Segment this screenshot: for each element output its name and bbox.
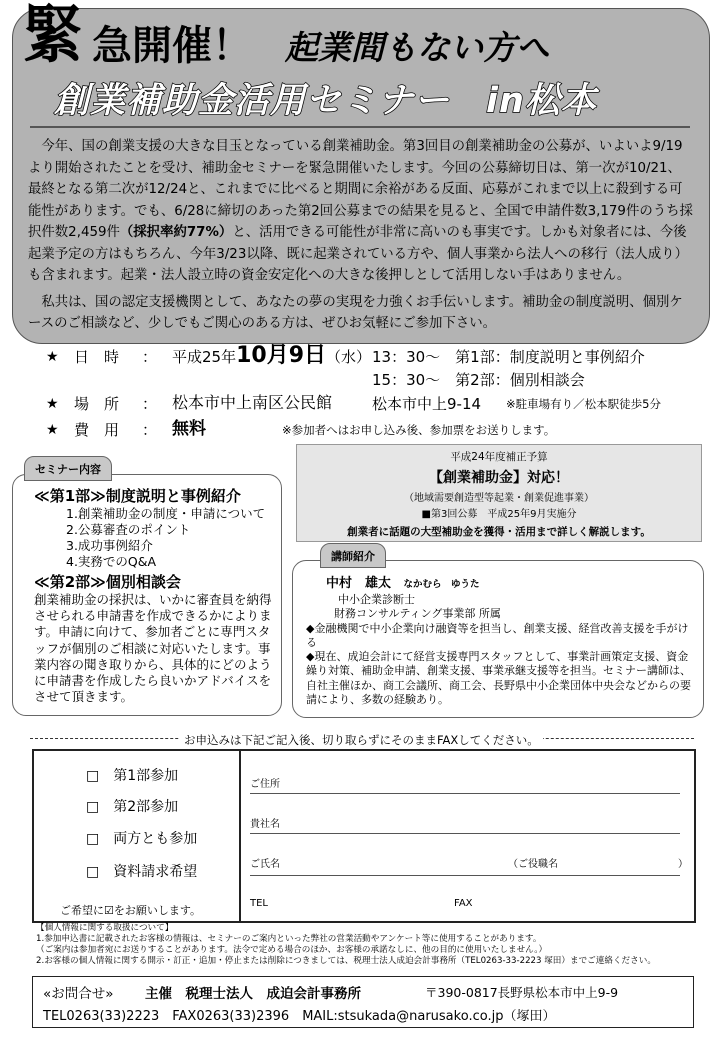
date-suffix: （水） (326, 348, 372, 366)
part2-title: ≪第2部≫個別相談会 (34, 573, 181, 591)
lecturer-name-row (306, 576, 698, 593)
position-label: （ご役職名 (508, 859, 558, 870)
option-part2-checkbox[interactable]: □ 第2部参加 (86, 799, 179, 815)
privacy-notice (36, 923, 696, 967)
privacy-line: （ご案内は参加者宛にお送りすることがあります。法令で定める場合のほか、お客様の承諾なしに、他の目的に使用いたしません。） (36, 945, 548, 955)
lecturer-kana: なかむら ゆうた (403, 579, 480, 590)
seminar-content (34, 487, 278, 705)
headline-subtitle: 起業間もない方へ (285, 28, 549, 67)
part2-text: 創業補助金の採択は、いかに審査員を納得させられる申請書を作成できるかによります。申請に向けて、参加者ごとに専門スタッフが個別のご相談に対応いたします。事業内容の聞き取りから、具体的にどのように申請書を作成したら良いかアドバイスをさせて頂きます。 (34, 592, 272, 705)
part1-title: ≪第1部≫制度説明と事例紹介 (34, 487, 241, 505)
subsidy-round: ■第3回公募 平成25年9月実施分 (421, 509, 577, 520)
subsidy-box (296, 444, 702, 542)
option-materials-checkbox[interactable]: □ 資料請求希望 (86, 864, 198, 880)
part1-item: 1.創業補助金の制度・申請について (66, 506, 266, 521)
place-note: ※駐車場有り／松本駅徒歩5分 (506, 397, 661, 411)
fee-note: ※参加者へはお申し込み後、参加票をお送りします。 (282, 423, 556, 437)
date-big: 10月9日 (236, 343, 327, 368)
subsidy-budget: 平成24年度補正予算 (450, 451, 548, 463)
position-close: ） (678, 859, 688, 870)
subsidy-title: 【創業補助金】対応！ (429, 470, 569, 486)
intro-p1-b: と、活用できる可能性が非常に高いのも事実です。しかも対象者には、今後起業予定の方はもちろん、今年3/23以降、既に起業されている方や、個人事業から法人への移行（法人成り）も含まれます。起業・法人設立時の資金安定化への大きな後押しとして活用しない手はありません。 (28, 225, 688, 283)
contact-box (32, 976, 694, 1028)
time-part1: 13：30〜 第1部：制度説明と事例紹介 (372, 348, 645, 366)
contact-tel-fax-mail: TEL0263(33)2223 FAX0263(33)2396 MAIL:stsukada@narusako.co.jp（塚田） (43, 1009, 556, 1024)
fee-colon: ： (142, 421, 158, 439)
subsidy-tagline: 創業者に話題の大型補助金を獲得・活用まで詳しく解説します。 (347, 526, 651, 538)
banner-divider (30, 126, 690, 128)
privacy-line: 2.お客様の個人情報に関する開示・訂正・追加・停止または削除につきましては、税理士法人成迫会計事務所（TEL0263-33-2223 塚田）までご連絡ください。 (36, 956, 656, 966)
part1-item: 4.実務でのQ&A (66, 554, 157, 569)
lecturer-bullet-2: ◆現在、成迫会計にて経営支援専門スタッフとして、事業計画策定支援、資金繰り対策、補助金申請、創業支援、事業承継支援等を担当。セミナー講師は、自社主催ほか、商工会議所、商工会、長野県中小企業団体中央会などからの要請により、多数の経験あり。 (306, 650, 691, 707)
lecturer-bullet-1: ◆金融機関で中小企業向け融資等を担当し、創業支援、経営改善支援を手がける (306, 621, 689, 649)
date-prefix: 平成25年 (172, 348, 237, 366)
fax-label: FAX (454, 898, 473, 909)
lecturer-dept: 財務コンサルティング事業部 所属 (334, 607, 501, 621)
intro-text (28, 136, 694, 335)
intro-paragraph-1 (28, 136, 694, 287)
tel-label: TEL (250, 898, 268, 909)
part1-item: 2.公募審査のポイント (66, 522, 191, 537)
page-title: 創業補助金活用セミナー in松本 (54, 81, 597, 121)
place-address: 松本市中上9-14 (372, 395, 482, 413)
star-icon: ★ (46, 396, 59, 412)
form-divider (239, 751, 241, 921)
privacy-line: 1.参加申込書に記載されたお客様の情報は、セミナーのご案内といった弊社の営業活動やアンケート等に使用することがあります。 (36, 934, 542, 944)
contact-address: 〒390-0817長野県松本市中上9-9 (425, 985, 619, 1000)
place-value: 松本市中上南区公民館 (172, 393, 333, 412)
place-label: 場 所 (74, 395, 120, 413)
headline-kin: 緊 (22, 0, 85, 71)
lecturer-content (306, 576, 698, 707)
name-field[interactable] (250, 875, 680, 876)
contact-org: 主催 税理士法人 成迫会計事務所 (145, 986, 361, 1002)
option-part1-checkbox[interactable]: □ 第1部参加 (86, 768, 179, 784)
part1-item: 3.成功事例紹介 (66, 538, 153, 553)
option-both-checkbox[interactable]: □ 両方とも参加 (86, 831, 198, 847)
cut-notice: お申込みは下記ご記入後、切り取らずにそのままFAXしてください。 (180, 732, 543, 748)
check-hint: ご希望に☑をお願いします。 (60, 904, 201, 917)
date-value (172, 345, 371, 367)
application-form (32, 749, 696, 923)
contact-label: «お問合せ» (43, 986, 114, 1002)
company-field[interactable] (250, 833, 680, 834)
intro-paragraph-2: 私共は、国の認定支援機関として、あなたの夢の実現を力強くお手伝いします。補助金の制度説明、個別ケースのご相談など、少しでもご関心のある方は、ぜひお気軽にご参加下さい。 (28, 294, 683, 331)
name-label: ご氏名 (250, 859, 280, 870)
headline-kyu: 急開催！ (92, 23, 252, 69)
place-colon: ： (142, 395, 158, 413)
star-icon: ★ (46, 422, 59, 438)
subsidy-program: （地域需要創造型等起業・創業促進事業） (404, 493, 594, 504)
date-label: 日 時 (74, 348, 120, 366)
time-part2: 15：30〜 第2部：個別相談会 (372, 371, 585, 389)
star-icon: ★ (46, 349, 59, 365)
lecturer-cert: 中小企業診断士 (338, 593, 415, 606)
company-label: 貴社名 (250, 819, 280, 830)
lecturer-tab: 講師紹介 (320, 543, 386, 568)
address-field[interactable] (250, 793, 680, 794)
lecturer-name: 中村 雄太 (326, 576, 392, 591)
seminar-tab: セミナー内容 (24, 456, 112, 481)
intro-p1-bold: （採択率約77%） (119, 225, 233, 240)
fee-value: 無料 (172, 419, 206, 439)
intro-p1-a: 今年、国の創業支援の大きな目玉となっている創業補助金。第3回目の創業補助金の公募が、いよいよ9/19より開始されたことを受け、補助金セミナーを緊急開催いたします。今回の公募締切日は、第一次が10/21、最終となる第二次が12/24と、これまでに比べると期間に余裕がある反面、応募がこれまで以上に殺到する可能性があります。でも、6/28に締切のあった第2回公募までの結果を見ると、全国で申請件数3,179件のうち採択件数2,459件 (28, 139, 693, 240)
fee-label: 費 用 (74, 421, 120, 439)
privacy-title: 【個人情報に関する取扱について】 (36, 923, 174, 933)
date-colon: ： (142, 348, 158, 366)
address-label: ご住所 (250, 779, 280, 790)
